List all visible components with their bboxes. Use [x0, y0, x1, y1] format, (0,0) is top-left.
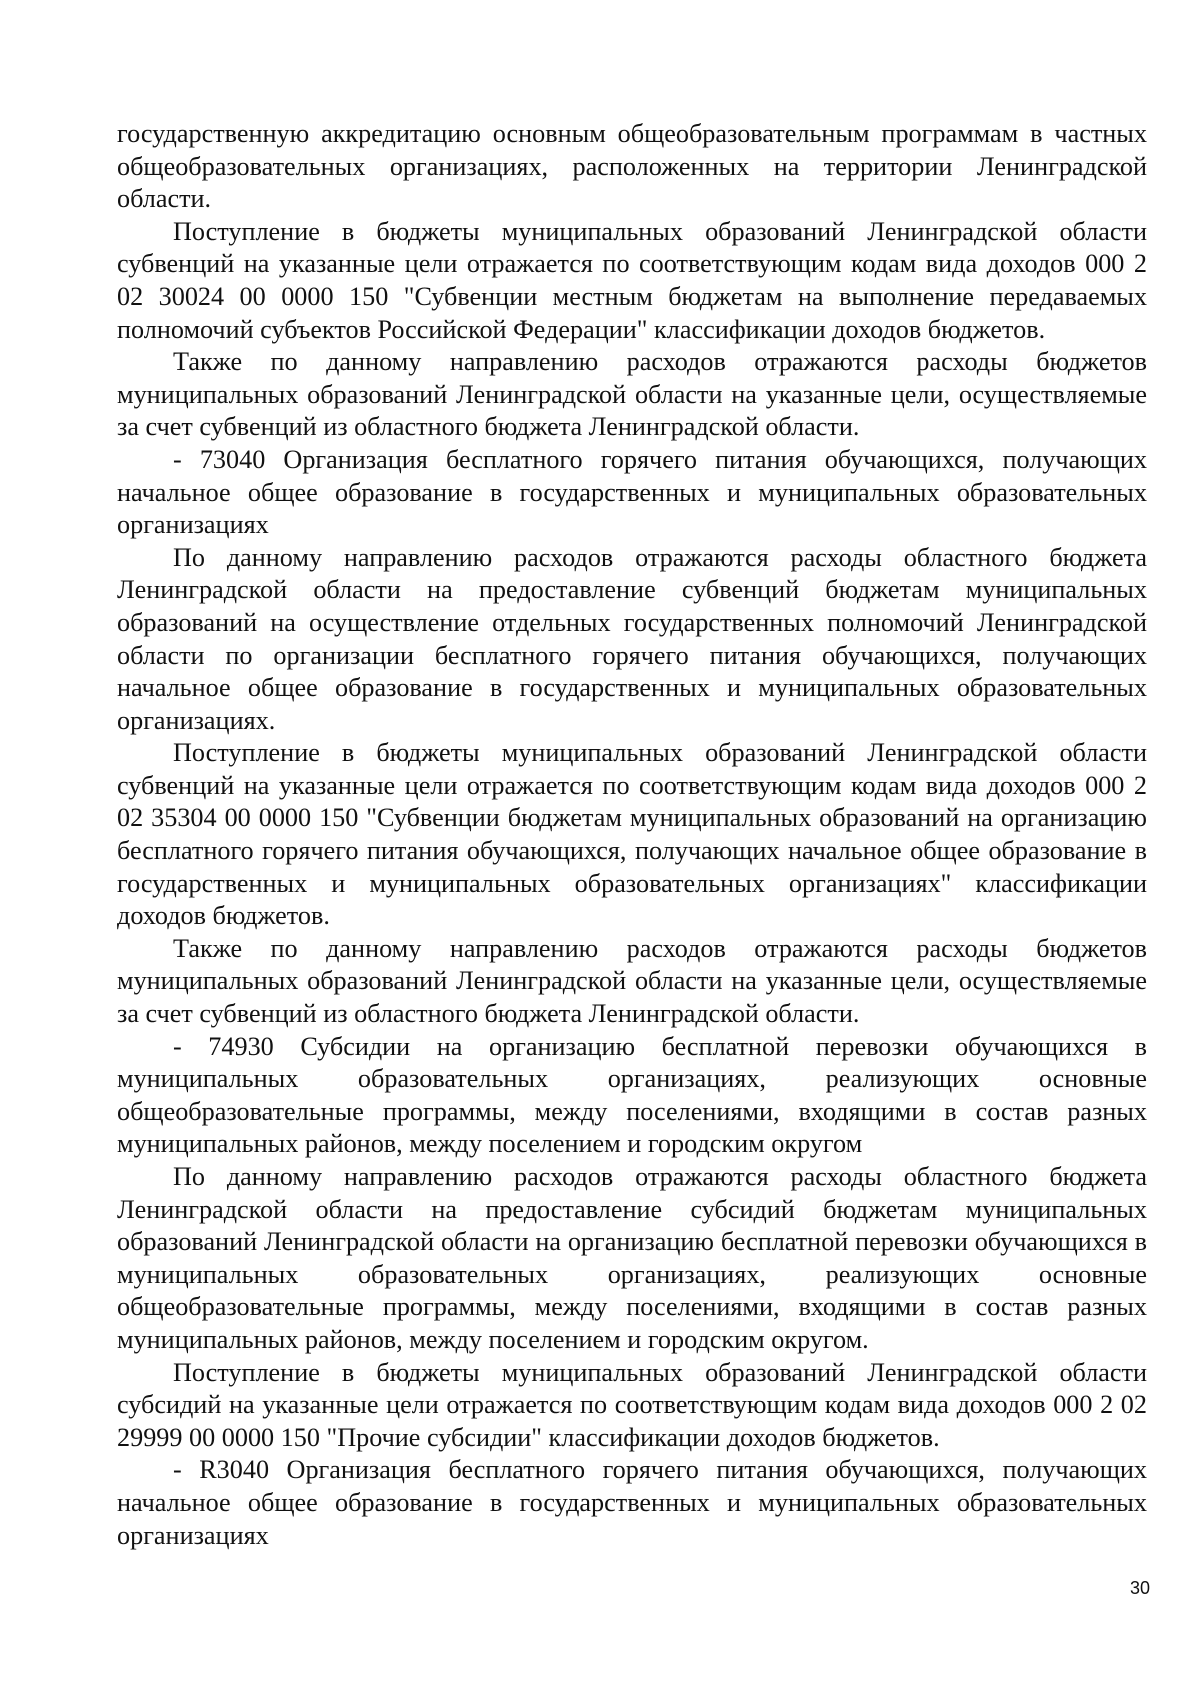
paragraph-73040-income: Поступление в бюджеты муниципальных образований Ленинградской области субвенций на указанные цели отражается по соответствующим кодам вида доходов 000 2 02 35304 00 0000 150 "Субвенции бюджетам муниципальных образований на организацию бесплатного горячего питания обучающихся, получающих начальное общее образование в государственных и муниципальных образовательных организациях" классификации доходов бюджетов. [117, 738, 1147, 931]
paragraph-item-74930: - 74930 Субсидии на организацию бесплатной перевозки обучающихся в муниципальных образовательных организациях, реализующих основные общеобразовательные программы, между поселениями, входящими в состав разных муниципальных районов, между поселением и городским округом [117, 1031, 1147, 1159]
paragraph-municipal-expenses: Также по данному направлению расходов отражаются расходы бюджетов муниципальных образований Ленинградской области на указанные цели, осуществляемые за счет субвенций из областного бюджета Ленинградской области. [117, 347, 1147, 442]
paragraph-subvention-income: Поступление в бюджеты муниципальных образований Ленинградской области субвенций на указанные цели отражается по соответствующим кодам вида доходов 000 2 02 30024 00 0000 150 "Субвенции местным бюджетам на выполнение передаваемых полномочий субъектов Российской Федерации" классификации доходов бюджетов. [117, 216, 1147, 344]
paragraph-continuation: государственную аккредитацию основным общеобразовательным программам в частных общеобразовательных организациях, расположенных на территории Ленинградской области. [117, 119, 1147, 214]
paragraph-74930-income: Поступление в бюджеты муниципальных образований Ленинградской области субсидий на указанные цели отражается по соответствующим кодам вида доходов 000 2 02 29999 00 0000 150 "Прочие субсидии" классификации доходов бюджетов. [117, 1357, 1147, 1452]
paragraph-item-r3040: - R3040 Организация бесплатного горячего питания обучающихся, получающих начальное общее образование в государственных и муниципальных образовательных организациях [117, 1455, 1147, 1550]
paragraph-73040-description: По данному направлению расходов отражаются расходы областного бюджета Ленинградской области на предоставление субвенций бюджетам муниципальных образований на осуществление отдельных государственных полномочий Ленинградской области по организации бесплатного горячего питания обучающихся, получающих начальное общее образование в государственных и муниципальных образовательных организациях. [117, 542, 1147, 735]
page-number: 30 [1129, 1578, 1150, 1598]
paragraph-74930-description: По данному направлению расходов отражаются расходы областного бюджета Ленинградской области на предоставление субсидий бюджетам муниципальных образований Ленинградской области на организацию бесплатной перевозки обучающихся в муниципальных образовательных организациях, реализующих основные общеобразовательные программы, между поселениями, входящими в состав разных муниципальных районов, между поселением и городским округом. [117, 1162, 1147, 1354]
document-body [117, 118, 1147, 1552]
paragraph-73040-municipal-expenses: Также по данному направлению расходов отражаются расходы бюджетов муниципальных образований Ленинградской области на указанные цели, осуществляемые за счет субвенций из областного бюджета Ленинградской области. [117, 933, 1147, 1029]
paragraph-item-73040: - 73040 Организация бесплатного горячего питания обучающихся, получающих начальное общее образование в государственных и муниципальных образовательных организациях [117, 444, 1147, 540]
